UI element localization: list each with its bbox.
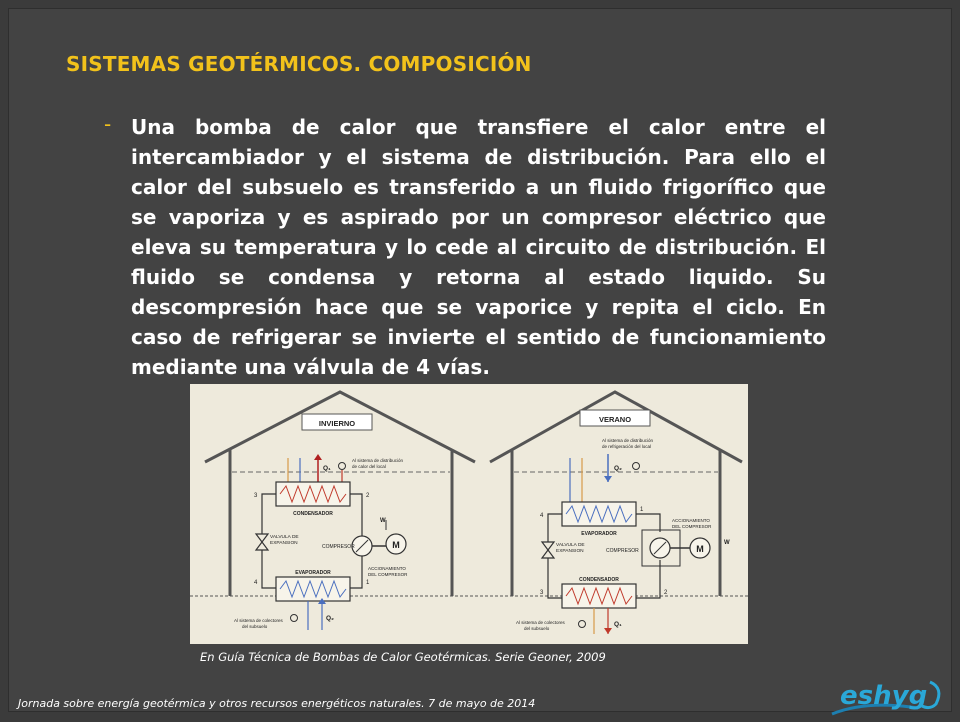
winter-q-top-arrowhead xyxy=(314,454,322,460)
winter-panel xyxy=(205,392,475,630)
winter-valve-bottom xyxy=(256,542,268,550)
winter-node-4: 4 xyxy=(254,580,258,586)
winter-node-2: 2 xyxy=(366,493,370,499)
summer-work-label: W xyxy=(724,540,730,546)
summer-q-top-arrowhead xyxy=(604,476,612,482)
winter-bottom-note-2: del subsuelo xyxy=(242,624,268,629)
summer-circuit-right-top xyxy=(636,514,660,532)
winter-top-note-2: de calor del local xyxy=(352,464,386,469)
winter-circuit-left-bottom xyxy=(262,550,276,588)
winter-label: INVIERNO xyxy=(318,419,356,428)
summer-valve-bottom xyxy=(542,550,554,558)
winter-valve-label-1: VALVULA DE xyxy=(270,535,299,540)
logo-text: eshyg xyxy=(840,681,928,711)
heat-pump-diagram xyxy=(190,384,748,644)
winter-drive-label-1: ACCIONAMIENTO xyxy=(368,566,406,571)
winter-top-note-1: Al sistema de distribución xyxy=(352,458,404,463)
winter-motor-label: M xyxy=(392,540,400,550)
eshyg-logo xyxy=(826,674,950,722)
winter-q-bottom: Q₂ xyxy=(326,615,334,622)
summer-circuit-left-bottom xyxy=(548,558,562,598)
winter-circuit-left-top xyxy=(262,494,276,534)
winter-drive-label-2: DEL COMPRESOR xyxy=(368,572,408,577)
figure-caption: En Guía Técnica de Bombas de Calor Geotérmicas. Serie Geoner, 2009 xyxy=(200,650,606,664)
winter-work-label: W xyxy=(380,518,386,524)
summer-pump-bottom-icon xyxy=(579,621,586,628)
summer-top-note-1: Al sistema de distribución xyxy=(602,438,654,443)
slide-footer: Jornada sobre energía geotérmica y otros recursos energéticos naturales. 7 de mayo de 2014 xyxy=(18,697,536,710)
summer-valve-top xyxy=(542,542,554,550)
summer-panel xyxy=(490,392,742,634)
summer-q-bottom-arrowhead xyxy=(604,628,612,634)
summer-q-bottom: Q₁ xyxy=(614,621,622,628)
summer-upper-hx-label: EVAPORADOR xyxy=(581,531,617,537)
winter-node-3: 3 xyxy=(254,493,258,499)
bullet-text: Una bomba de calor que transfiere el calor entre el intercambiador y el sistema de distribución. Para ello el calor del subsuelo es transferido a un fluido frigorífico que se vaporiza y es aspirado por un compresor eléctrico que eleva su temperatura y lo cede al circuito de distribución. El fluido se condensa y retorna al estado liquido. Su descompresión hace que se vaporice y repita el ciclo. En caso de refrigerar se invierte el sentido de funcionamiento mediante una válvula de 4 vías. xyxy=(131,115,826,379)
summer-label: VERANO xyxy=(598,415,632,424)
eshyg-logo-icon xyxy=(826,674,950,718)
summer-node-3: 3 xyxy=(540,590,544,596)
summer-node-4: 4 xyxy=(540,513,544,519)
summer-roof xyxy=(490,392,742,462)
summer-valve-label-2: EXPANSION xyxy=(556,549,584,554)
summer-lower-hx-label: CONDENSADOR xyxy=(579,577,619,583)
bullet-marker: - xyxy=(104,112,112,136)
summer-compressor-label: COMPRESOR xyxy=(606,548,639,554)
winter-bottom-note-1: Al sistema de colectores xyxy=(234,618,283,623)
summer-node-1: 1 xyxy=(640,507,644,513)
summer-node-2: 2 xyxy=(664,590,668,596)
winter-upper-hx-label: CONDENSADOR xyxy=(293,511,333,517)
summer-pump-top-icon xyxy=(633,463,640,470)
winter-circuit-right-top xyxy=(350,494,362,536)
winter-valve-top xyxy=(256,534,268,542)
winter-valve-label-2: EXPANSION xyxy=(270,541,298,546)
winter-compressor-label: COMPRESOR xyxy=(322,544,355,550)
heat-pump-diagram-svg xyxy=(190,384,748,644)
winter-pump-top-icon xyxy=(339,463,346,470)
summer-bottom-note-2: del subsuelo xyxy=(524,626,550,631)
slide-title: SISTEMAS GEOTÉRMICOS. COMPOSICIÓN xyxy=(66,52,532,76)
summer-q-top: Q₂ xyxy=(614,465,622,472)
summer-bottom-note-1: Al sistema de colectores xyxy=(516,620,565,625)
winter-lower-hx-label: EVAPORADOR xyxy=(295,570,331,576)
summer-drive-label-2: DEL COMPRESOR xyxy=(672,524,712,529)
winter-q-top: Q₁ xyxy=(323,465,331,472)
summer-motor-label: M xyxy=(696,544,704,554)
winter-node-1: 1 xyxy=(366,580,370,586)
winter-pump-bottom-icon xyxy=(291,615,298,622)
summer-valve-label-1: VALVULA DE xyxy=(556,543,585,548)
summer-drive-label-1: ACCIONAMIENTO xyxy=(672,518,710,523)
winter-circuit-right-bottom xyxy=(350,556,362,588)
summer-circuit-left-top xyxy=(548,514,562,542)
summer-top-note-2: de refrigeración del local xyxy=(602,444,652,449)
